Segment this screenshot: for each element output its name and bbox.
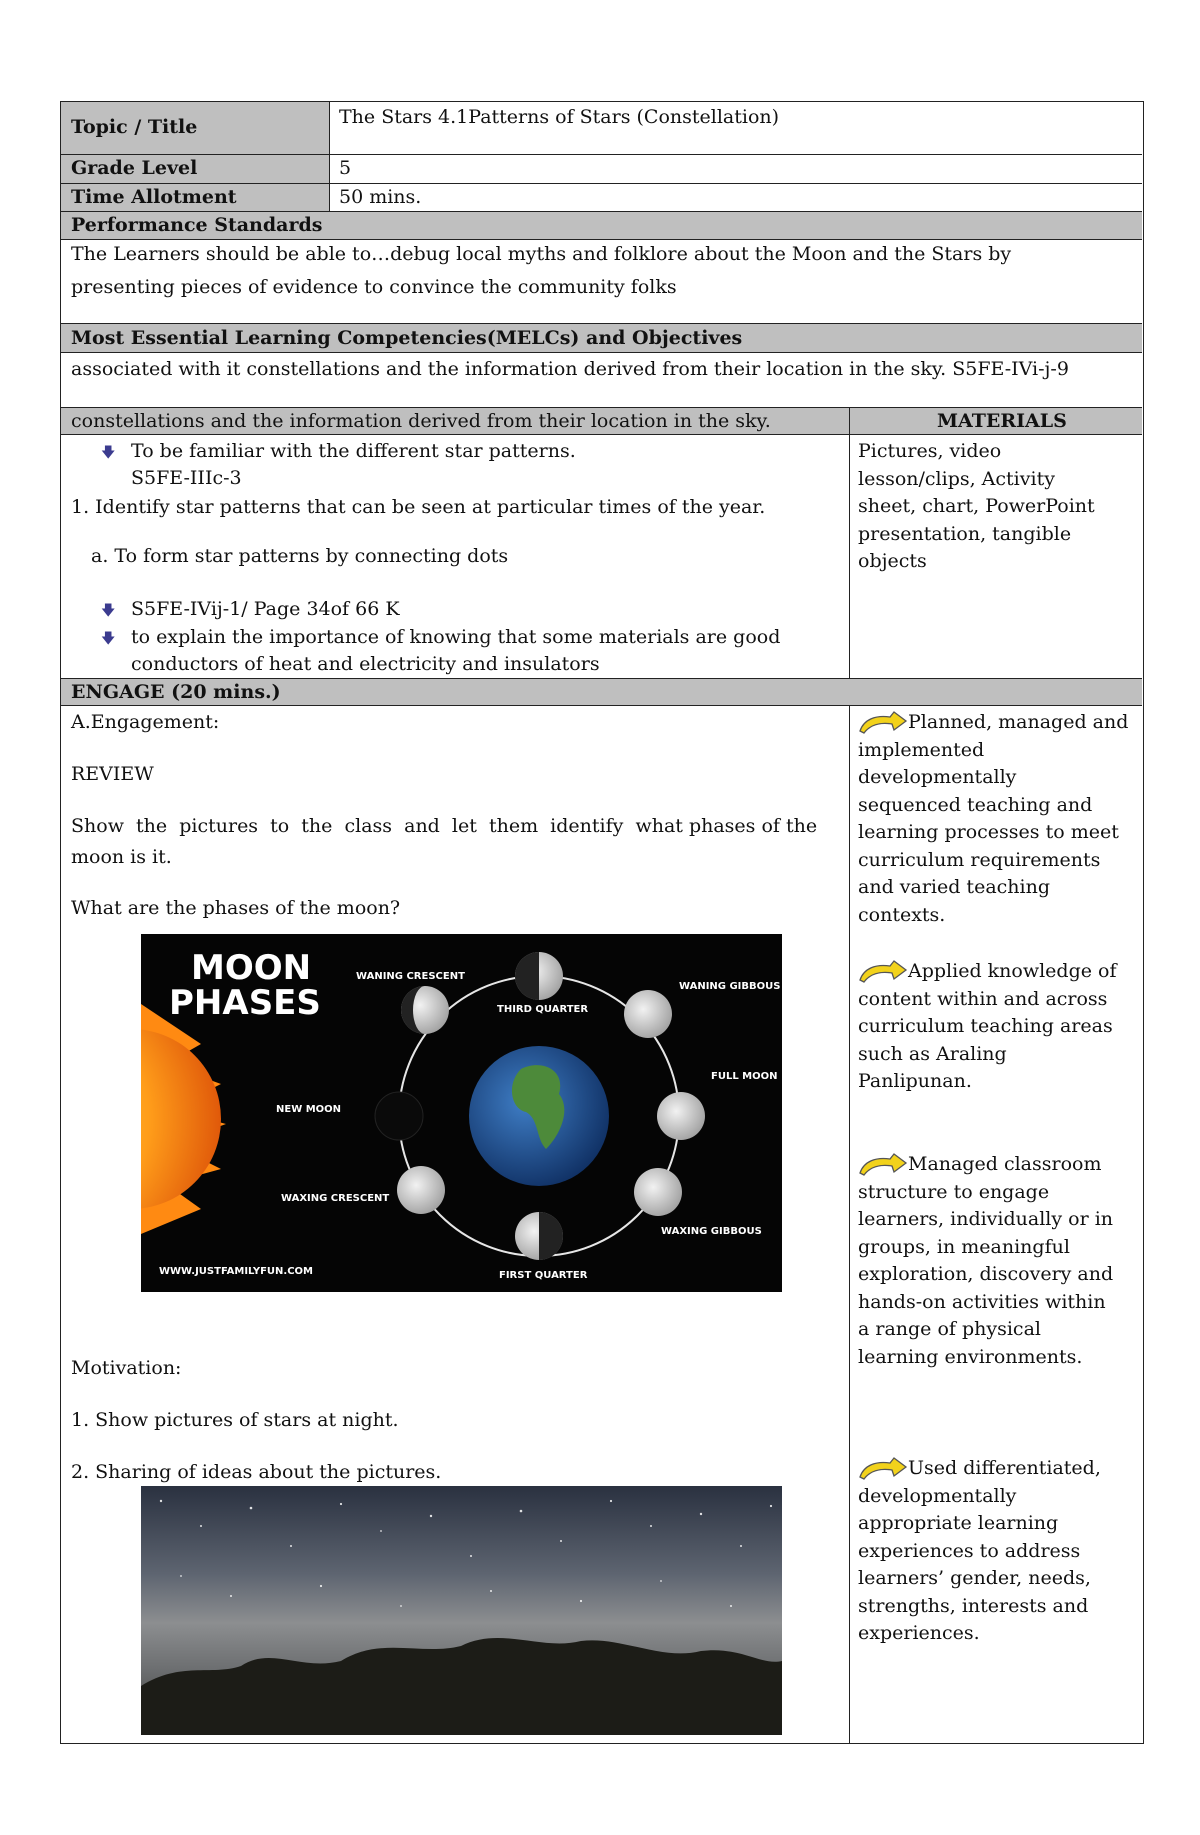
side-note-1-line: curriculum requirements <box>858 848 1101 871</box>
side-note-3-line: groups, in meaningful <box>858 1235 1070 1258</box>
objective-bullet-1-text: To be familiar with the different star patterns. <box>131 440 576 462</box>
side-note-3-line: structure to engage <box>858 1180 1050 1203</box>
materials-line: sheet, chart, PowerPoint <box>858 495 1095 517</box>
side-note-1-line: developmentally <box>858 766 1017 788</box>
motivation-label: Motivation: <box>71 1357 182 1379</box>
topic-value: The Stars 4.1Patterns of Stars (Constellation) <box>339 106 780 128</box>
side-note-4-line: learners’ gender, needs, <box>858 1567 1091 1589</box>
motivation-item-2: 2. Sharing of ideas about the pictures. <box>71 1461 442 1483</box>
melc-heading-row <box>61 323 1142 353</box>
performance-heading: Performance Standards <box>71 214 323 236</box>
moon-phases-image <box>141 934 782 1292</box>
show-line-2: moon is it. <box>71 846 172 868</box>
side-note-3-line: Managed classroom <box>908 1153 1102 1175</box>
side-note-1-line: and varied teaching <box>858 876 1050 898</box>
objective-item-1: 1. Identify star patterns that can be seen at particular times of the year. <box>71 496 766 518</box>
label-waning-crescent: WANING CRESCENT <box>356 971 465 982</box>
performance-line-1: The Learners should be able to…debug local myths and folklore about the Moon and the Stars by <box>71 243 1012 265</box>
side-note-4-line: appropriate learning <box>858 1512 1059 1534</box>
objective-item-a: a. To form star patterns by connecting dots <box>91 545 509 567</box>
side-note-1-line: learning processes to meet <box>858 821 1119 843</box>
side-note-3-line: hands-on activities within <box>858 1290 1106 1313</box>
moon-new <box>375 1092 423 1140</box>
side-note-3-line: learning environments. <box>858 1345 1083 1368</box>
review-label: REVIEW <box>71 763 154 785</box>
night-sky-stars-image <box>141 1486 782 1735</box>
phases-question: What are the phases of the moon? <box>71 897 401 919</box>
label-first-quarter: FIRST QUARTER <box>499 1270 588 1281</box>
sun-icon <box>141 1004 226 1234</box>
moon-waxing-gibbous <box>634 1168 682 1216</box>
label-full-moon: FULL MOON <box>711 1071 778 1082</box>
objectives-heading: constellations and the information derived from their location in the sky. <box>71 410 771 432</box>
moon-waxing-crescent <box>397 1166 445 1214</box>
side-note-4 <box>858 1455 1143 1648</box>
materials-heading: MATERIALS <box>937 410 1067 432</box>
show-line-1: Show the pictures to the class and let them identify what phases of the <box>71 815 818 837</box>
materials-line: Pictures, video <box>858 440 1002 462</box>
objective-bullet-2 <box>101 596 400 625</box>
side-note-1-line: implemented <box>858 738 985 761</box>
objective-bullet-2-text: S5FE-IVij-1/ Page 34of 66 K <box>131 598 400 620</box>
melc-heading: Most Essential Learning Competencies(MELCs) and Objectives <box>71 327 743 349</box>
engagement-label: A.Engagement: <box>71 711 220 733</box>
side-note-2-line: content within and across <box>858 987 1108 1010</box>
objective-bullet-3 <box>101 624 780 653</box>
materials-line: presentation, tangible <box>858 522 1072 545</box>
label-third-quarter: THIRD QUARTER <box>497 1004 589 1015</box>
grade-label-cell <box>61 155 329 183</box>
objectives-heading-row <box>61 407 1142 435</box>
arrow-bullet-icon: 🡇 <box>101 445 116 461</box>
side-note-1 <box>858 709 1143 929</box>
arrow-bullet-icon: 🡇 <box>101 603 116 619</box>
time-label-cell <box>61 184 329 211</box>
side-note-1-line: sequenced teaching and <box>858 793 1093 816</box>
grade-label: Grade Level <box>71 157 198 179</box>
moon-phases-title-line-2: PHASES <box>169 983 321 1023</box>
topic-label: Topic / Title <box>71 116 198 138</box>
side-note-2-line: Panlipunan. <box>858 1070 972 1092</box>
side-note-4-line: strengths, interests and <box>858 1594 1089 1617</box>
side-note-2 <box>858 958 1143 1096</box>
night-sky-illustration <box>141 1486 782 1735</box>
pointing-hand-icon <box>858 958 908 984</box>
side-note-2-line: Applied knowledge of <box>908 960 1117 982</box>
moon-phases-title-line-1: MOON <box>191 948 312 988</box>
label-waxing-gibbous: WAXING GIBBOUS <box>661 1226 762 1237</box>
objective-bullet-3-cont: conductors of heat and electricity and insulators <box>131 653 600 675</box>
tree-silhouette <box>141 1638 782 1735</box>
engage-heading: ENGAGE (20 mins.) <box>71 681 281 703</box>
side-note-3-line: a range of physical <box>858 1318 1041 1340</box>
moon-image-url: WWW.JUSTFAMILYFUN.COM <box>159 1266 313 1277</box>
time-label: Time Allotment <box>71 186 237 208</box>
objective-bullet-3-text: to explain the importance of knowing that some materials are good <box>131 626 781 648</box>
objective-bullet-1 <box>101 438 576 467</box>
performance-heading-row <box>61 211 1142 240</box>
moon-full <box>657 1092 705 1140</box>
arrow-bullet-icon: 🡇 <box>101 631 116 647</box>
side-note-2-line: such as Araling <box>858 1042 1007 1065</box>
side-note-4-line: experiences. <box>858 1622 980 1644</box>
topic-label-cell <box>61 102 329 154</box>
melc-text: associated with it constellations and the information derived from their location in the sky. S5FE-IVi-j-9 <box>71 358 1069 380</box>
divider <box>329 102 330 212</box>
divider <box>849 407 850 1743</box>
moon-waning-gibbous <box>624 990 672 1038</box>
materials-line: objects <box>858 550 927 572</box>
moon-phases-illustration <box>141 934 782 1292</box>
side-note-3 <box>858 1151 1143 1371</box>
side-note-3-line: exploration, discovery and <box>858 1263 1114 1285</box>
materials-list <box>858 438 1143 576</box>
side-note-4-line: experiences to address <box>858 1539 1081 1562</box>
side-note-2-line: curriculum teaching areas <box>858 1015 1113 1037</box>
label-waxing-crescent: WAXING CRESCENT <box>281 1193 390 1204</box>
pointing-hand-icon <box>858 1151 908 1177</box>
side-note-3-line: learners, individually or in <box>858 1208 1114 1230</box>
label-waning-gibbous: WANING GIBBOUS <box>679 981 781 992</box>
objective-bullet-1-code: S5FE-IIIc-3 <box>131 467 242 489</box>
stars-field <box>160 1500 772 1607</box>
side-note-4-line: developmentally <box>858 1484 1017 1507</box>
pointing-hand-icon <box>858 709 908 735</box>
pointing-hand-icon <box>858 1455 908 1481</box>
performance-line-2: presenting pieces of evidence to convince the community folks <box>71 276 677 298</box>
side-note-1-line: Planned, managed and <box>908 711 1129 733</box>
engage-heading-row <box>61 678 1142 706</box>
motivation-item-1: 1. Show pictures of stars at night. <box>71 1409 399 1431</box>
grade-value: 5 <box>339 157 352 179</box>
materials-line: lesson/clips, Activity <box>858 467 1055 490</box>
label-new-moon: NEW MOON <box>276 1104 342 1115</box>
time-value: 50 mins. <box>339 186 422 208</box>
side-note-1-line: contexts. <box>858 903 946 926</box>
side-note-4-line: Used differentiated, <box>908 1457 1101 1479</box>
